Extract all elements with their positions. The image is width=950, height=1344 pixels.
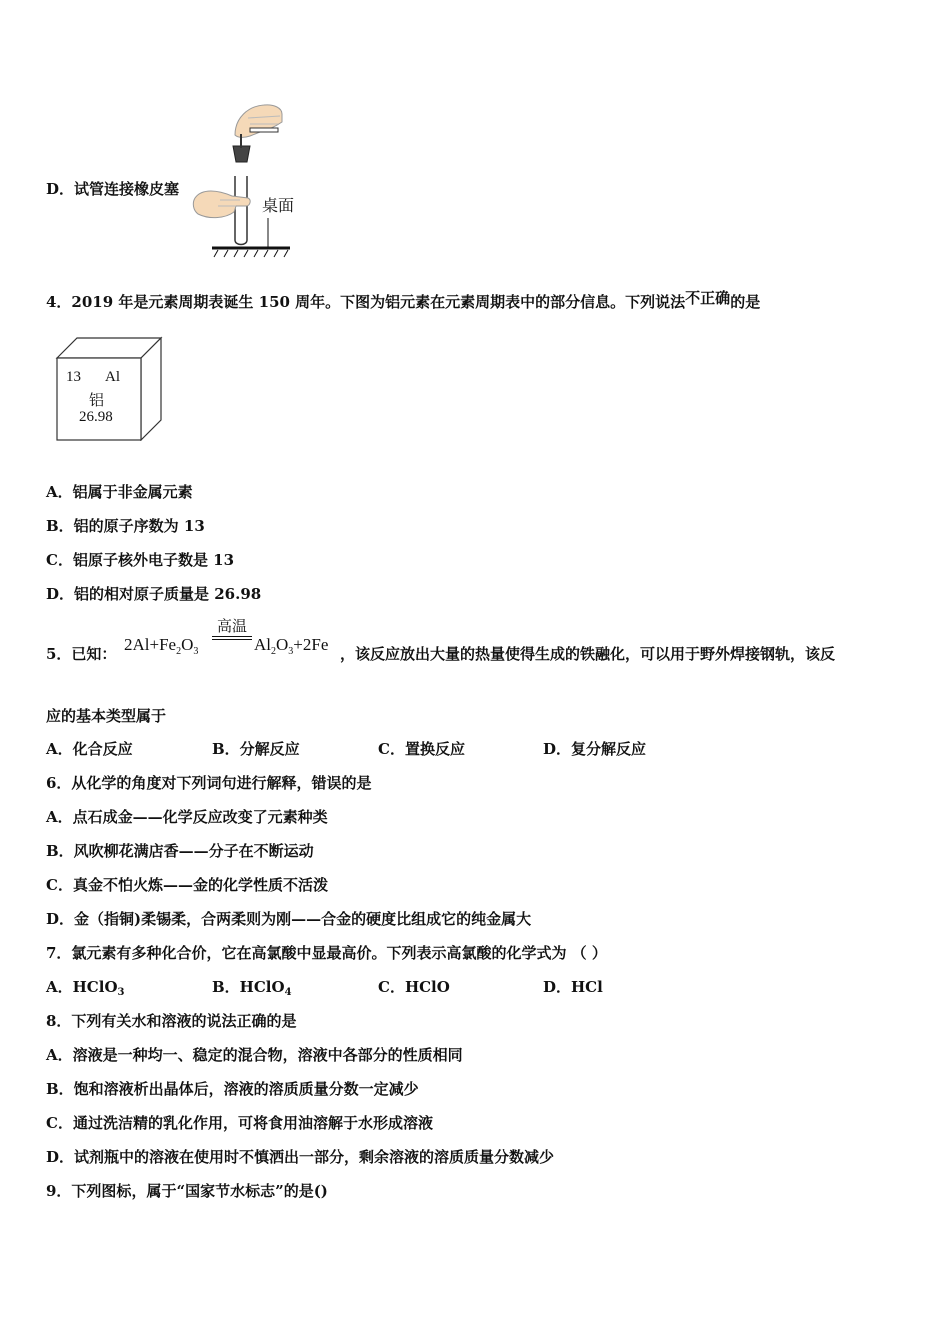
atomic-number: 13 [66,369,81,385]
q7-option-c: C．HClO [378,978,450,996]
element-name: 铝 [89,391,105,409]
q6-option-c: C．真金不怕火炼——金的化学性质不活泼 [46,876,328,894]
q3-option-d: D．试管连接橡皮塞 [46,180,180,198]
q7-stem: 7．氯元素有多种化合价，它在高氯酸中显最高价。下列表示高氯酸的化学式为 （ ） [46,944,607,962]
q8-stem: 8．下列有关水和溶液的说法正确的是 [46,1012,297,1030]
q6-option-d: D．金（指铜)柔锡柔，合两柔则为刚——合金的硬度比组成它的纯金属大 [46,910,532,928]
atomic-mass: 26.98 [79,409,113,425]
q5-stem-line2: 应的基本类型属于 [46,707,167,725]
q6-stem: 6．从化学的角度对下列词句进行解释，错误的是 [46,774,372,792]
q6-option-b: B．风吹柳花满店香——分子在不断运动 [46,842,314,860]
q4-option-a: A．铝属于非金属元素 [46,483,193,501]
periodic-table-cell-aluminum [55,336,165,441]
q8-option-a: A．溶液是一种均一、稳定的混合物，溶液中各部分的性质相同 [46,1046,463,1064]
q5-option-c: C．置换反应 [378,740,465,758]
q4-stem: 4．2019 年是元素周期表诞生 150 周年。下图为铝元素在元素周期表中的部分信息。下列说法不正确的是 [46,289,761,311]
q4-option-d: D．铝的相对原子质量是 26.98 [46,585,262,603]
q8-option-d: D．试剂瓶中的溶液在使用时不慎洒出一部分，剩余溶液的溶质质量分数减少 [46,1148,555,1166]
q5-option-d: D．复分解反应 [543,740,647,758]
q5-prefix: 5．已知： [46,645,117,663]
q9-stem: 9．下列图标，属于“国家节水标志”的是() [46,1182,328,1200]
q7-option-d: D．HCl [543,978,603,996]
q5-option-a: A．化合反应 [46,740,133,758]
q4-option-b: B．铝的原子序数为 13 [46,517,205,535]
table-surface-label: 桌面 [262,196,295,215]
test-tube-stopper-figure [190,100,300,260]
q8-option-c: C．通过洗洁精的乳化作用，可将食用油溶解于水形成溶液 [46,1114,433,1132]
q7-option-a: A．HClO$_3$ [46,978,125,998]
q5-equation-left: $2Al+Fe_2O_3$ [124,635,199,657]
element-symbol: Al [105,369,120,385]
q5-equation-right: $Al_2O_3+2Fe$ [254,635,329,657]
q5-reaction-condition: 高温 [212,618,252,640]
q5-stem-suffix: ，该反应放出大量的热量使得生成的铁融化，可以用于野外焊接钢轨，该反 [340,645,836,663]
q6-option-a: A．点石成金——化学反应改变了元素种类 [46,808,328,826]
q8-option-b: B．饱和溶液析出晶体后，溶液的溶质质量分数一定减少 [46,1080,419,1098]
q7-option-b: B．HClO$_4$ [212,978,292,998]
q4-option-c: C．铝原子核外电子数是 13 [46,551,235,569]
q5-option-b: B．分解反应 [212,740,300,758]
